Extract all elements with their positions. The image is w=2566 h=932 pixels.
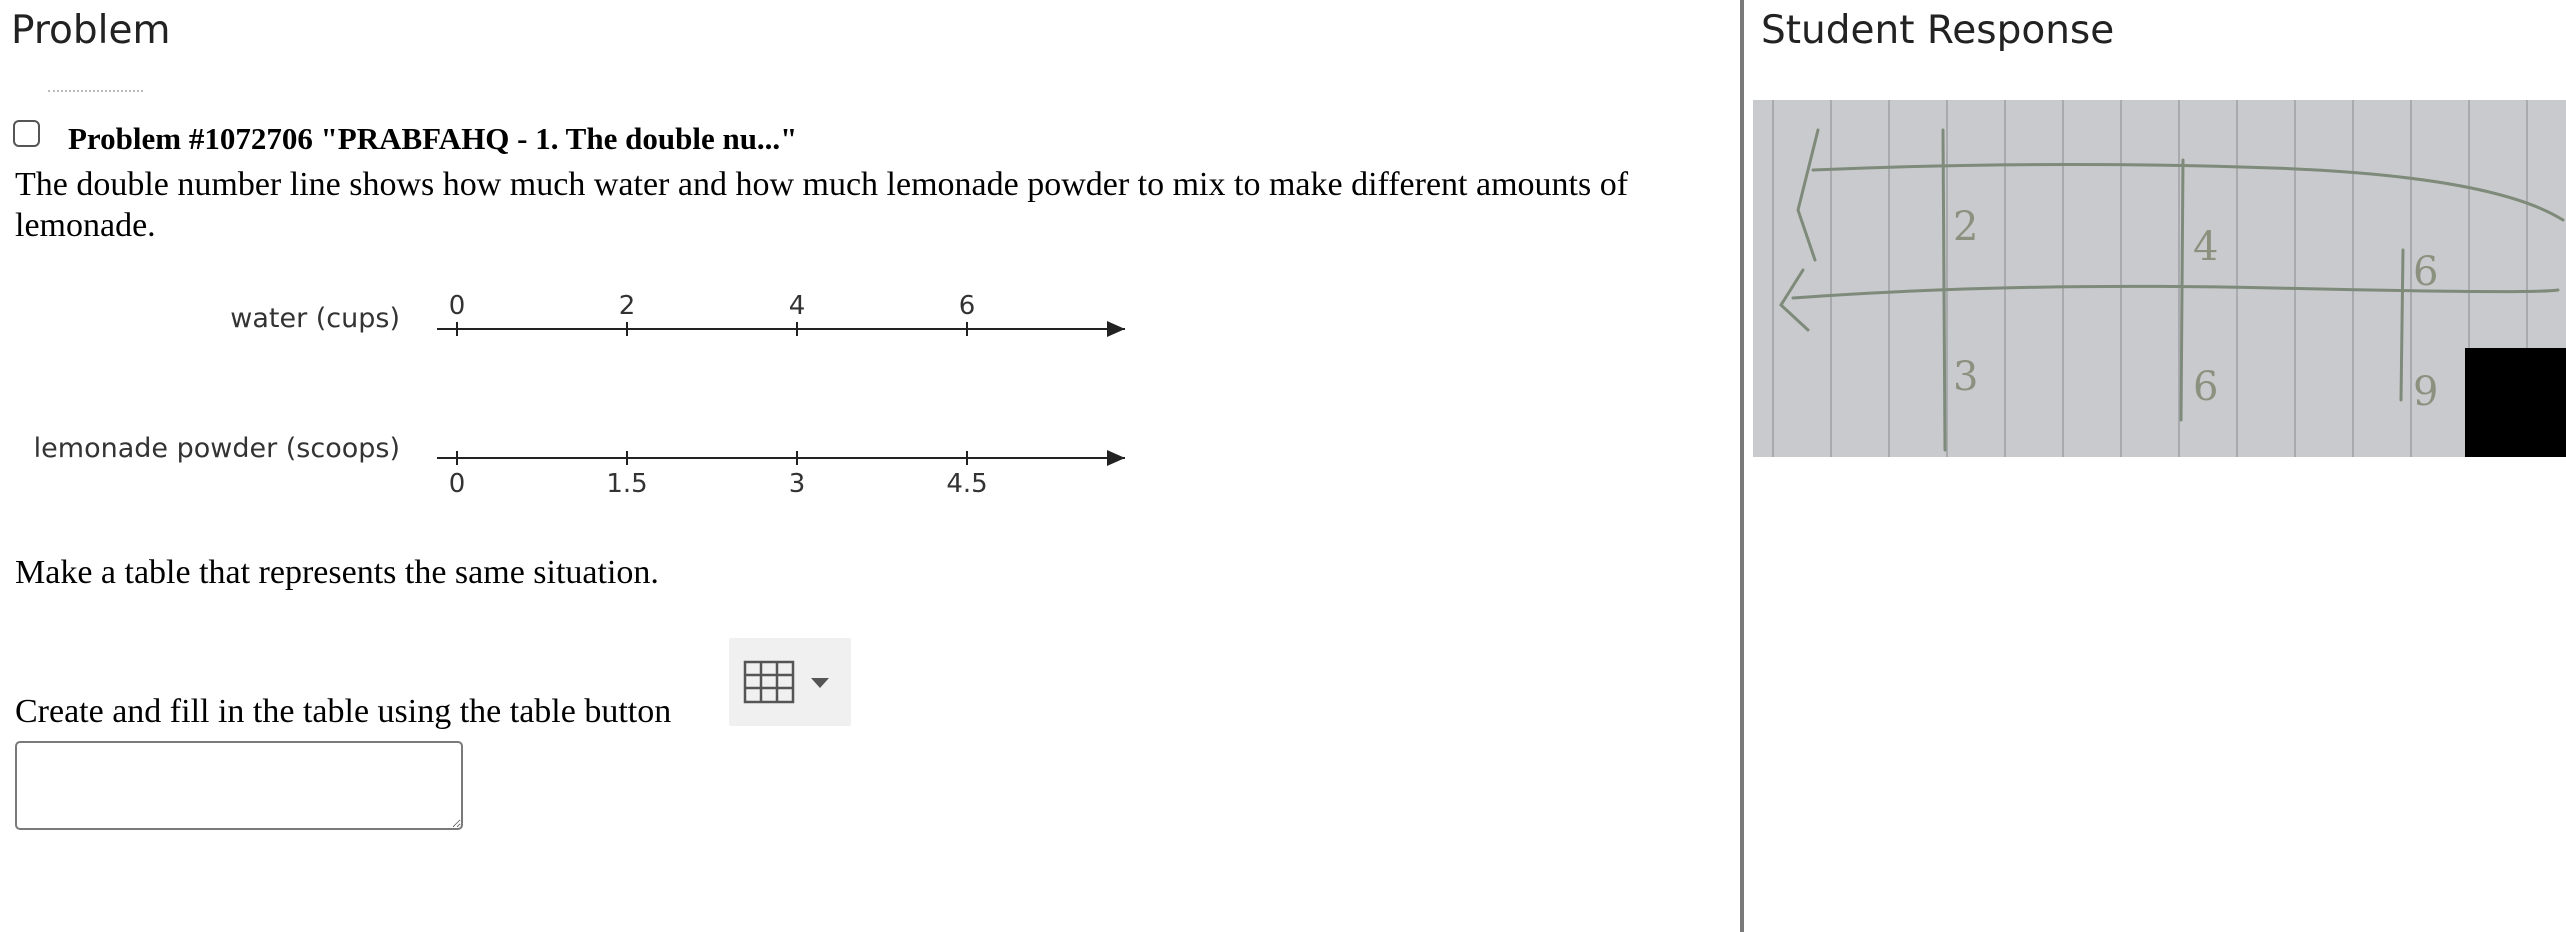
insert-table-button[interactable] [729, 638, 851, 726]
answer-input[interactable] [15, 741, 463, 830]
powder-tick-label: 0 [448, 469, 466, 499]
table-grid-icon [745, 662, 793, 702]
problem-select-checkbox[interactable] [13, 120, 40, 147]
water-tick-label: 2 [618, 291, 636, 321]
water-tick-label: 0 [448, 291, 466, 321]
powder-tick-label: 3 [788, 469, 806, 499]
table-button-instruction: Create and fill in the table using the table button [15, 693, 672, 730]
handwritten-value: 4 [2193, 224, 2219, 270]
handwritten-value: 6 [2193, 364, 2219, 410]
student-response-title: Student Response [1761, 8, 2115, 53]
water-tick-label: 4 [788, 291, 806, 321]
clipped-text-fragment [48, 90, 143, 96]
student-response-image [1753, 100, 2566, 457]
problem-heading: Problem #1072706 "PRABFAHQ - 1. The double nu..." [68, 121, 798, 156]
student-response-pane [1744, 0, 2566, 932]
handwritten-value: 9 [2413, 369, 2439, 415]
double-number-line-figure [0, 282, 1160, 512]
water-tick-label: 6 [958, 291, 976, 321]
handwritten-value: 2 [1953, 204, 1979, 250]
powder-tick-label: 1.5 [606, 469, 648, 499]
powder-tick-label: 4.5 [946, 469, 988, 499]
caret-down-icon [811, 678, 829, 688]
powder-line-label: lemonade powder (scoops) [33, 433, 400, 464]
redaction-box [2465, 348, 2566, 457]
problem-prompt: The double number line shows how much water and how much lemonade powder to mix to make different amounts of lemonade. [15, 166, 1629, 244]
handwritten-value: 3 [1953, 354, 1979, 400]
handwritten-value: 6 [2413, 249, 2439, 295]
problem-pane-title: Problem [11, 8, 171, 53]
table-task-instruction: Make a table that represents the same situation. [15, 554, 659, 591]
water-line-label: water (cups) [230, 303, 400, 334]
